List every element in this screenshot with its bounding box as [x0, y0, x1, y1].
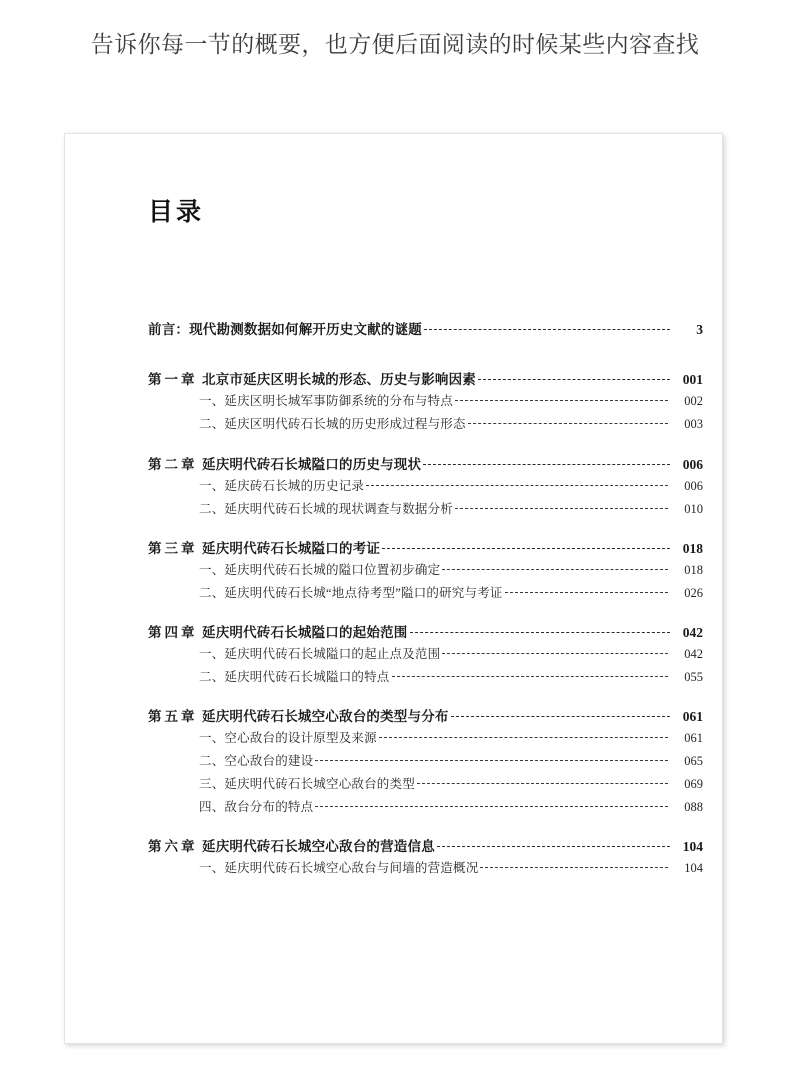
- preface-page-number: 3: [696, 322, 703, 337]
- dot-leader: [442, 569, 668, 570]
- chapter-number: 第六章: [148, 839, 198, 854]
- chapter-label: 延庆明代砖石长城隘口的考证: [202, 541, 381, 556]
- chapter-number: 第五章: [148, 709, 198, 724]
- toc-entry-chapter-1[interactable]: [65, 368, 723, 391]
- dot-leader: [366, 485, 668, 486]
- chapter-page-number: 006: [682, 457, 703, 472]
- chapter-label: 延庆明代砖石长城空心敌台的营造信息: [202, 839, 435, 854]
- toc-body: [65, 318, 723, 896]
- section-label: 二、延庆区明代砖石长城的历史形成过程与形态: [199, 417, 466, 431]
- section-page-number: 042: [684, 647, 703, 661]
- dot-leader: [423, 464, 670, 465]
- toc-entry-chapter-6[interactable]: [65, 835, 723, 858]
- chapter-page-number: 061: [682, 709, 703, 724]
- book-page-sheet: [64, 133, 723, 1044]
- section-label: 一、延庆明代砖石长城空心敌台与间墙的营造概况: [199, 861, 479, 875]
- chapter-page-number: 018: [682, 541, 703, 556]
- chapter-number: 第三章: [148, 541, 198, 556]
- toc-entry-section[interactable]: [65, 391, 723, 414]
- section-label: 一、延庆明代砖石长城隘口的起止点及范围: [199, 647, 441, 661]
- toc-entry-section[interactable]: [65, 858, 723, 881]
- section-page-number: 018: [684, 563, 703, 577]
- chapter-number: 第一章: [148, 372, 198, 387]
- section-label: 一、空心敌台的设计原型及来源: [199, 731, 377, 745]
- dot-leader: [455, 508, 668, 509]
- section-page-number: 055: [684, 670, 703, 684]
- dot-leader: [442, 653, 668, 654]
- section-page-number: 002: [684, 394, 703, 408]
- toc-entry-section[interactable]: [65, 644, 723, 667]
- section-label: 二、延庆明代砖石长城的现状调查与数据分析: [199, 502, 454, 516]
- toc-entry-preface[interactable]: [65, 318, 723, 342]
- toc-entry-chapter-2[interactable]: [65, 453, 723, 476]
- dot-leader: [315, 760, 668, 761]
- dot-leader: [478, 379, 670, 380]
- toc-entry-chapter-4[interactable]: [65, 621, 723, 644]
- toc-entry-section[interactable]: [65, 797, 723, 820]
- toc-entry-chapter-5[interactable]: [65, 705, 723, 728]
- dot-leader: [417, 783, 668, 784]
- section-page-number: 026: [684, 586, 703, 600]
- chapter-group-5: [65, 705, 723, 820]
- section-page-number: 088: [684, 800, 703, 814]
- dot-leader: [451, 716, 670, 717]
- section-label: 一、延庆砖石长城的历史记录: [199, 479, 365, 493]
- page-title: 目录: [148, 199, 205, 226]
- chapter-group-1: [65, 368, 723, 437]
- section-page-number: 104: [684, 861, 703, 875]
- section-page-number: 061: [684, 731, 703, 745]
- toc-entry-section[interactable]: [65, 667, 723, 690]
- chapter-number: 第四章: [148, 625, 198, 640]
- dot-leader: [379, 737, 668, 738]
- toc-entry-section[interactable]: [65, 560, 723, 583]
- chapter-group-4: [65, 621, 723, 690]
- toc-entry-section[interactable]: [65, 774, 723, 797]
- dot-leader: [382, 548, 670, 549]
- section-label: 二、延庆明代砖石长城隘口的特点: [199, 670, 390, 684]
- dot-leader: [480, 867, 668, 868]
- section-page-number: 069: [684, 777, 703, 791]
- dot-leader: [455, 400, 668, 401]
- toc-entry-section[interactable]: [65, 728, 723, 751]
- preface-label: 前言：现代勘测数据如何解开历史文献的谜题: [148, 322, 422, 337]
- section-label: 二、空心敌台的建设: [199, 754, 314, 768]
- chapter-label: 北京市延庆区明长城的形态、历史与影响因素: [202, 372, 476, 387]
- dot-leader: [392, 676, 668, 677]
- toc-entry-section[interactable]: [65, 414, 723, 437]
- dot-leader: [505, 592, 668, 593]
- top-caption-bar: [0, 0, 790, 100]
- section-label: 三、延庆明代砖石长城空心敌台的类型: [199, 777, 415, 791]
- chapter-label: 延庆明代砖石长城隘口的起始范围: [202, 625, 408, 640]
- chapter-page-number: 042: [682, 625, 703, 640]
- chapter-number: 第二章: [148, 457, 198, 472]
- preface-group: [65, 318, 723, 342]
- section-page-number: 065: [684, 754, 703, 768]
- section-page-number: 010: [684, 502, 703, 516]
- dot-leader: [437, 846, 670, 847]
- section-label: 四、敌台分布的特点: [199, 800, 314, 814]
- dot-leader: [468, 423, 668, 424]
- toc-entry-section[interactable]: [65, 499, 723, 522]
- top-caption-text: 告诉你每一节的概要，也方便后面阅读的时候某些内容查找: [90, 31, 700, 57]
- toc-entry-section[interactable]: [65, 751, 723, 774]
- chapter-page-number: 001: [682, 372, 703, 387]
- toc-entry-section[interactable]: [65, 583, 723, 606]
- section-label: 一、延庆区明长城军事防御系统的分布与特点: [199, 394, 454, 408]
- chapter-group-3: [65, 537, 723, 606]
- chapter-group-2: [65, 453, 723, 522]
- chapter-label: 延庆明代砖石长城空心敌台的类型与分布: [202, 709, 449, 724]
- toc-entry-section[interactable]: [65, 476, 723, 499]
- section-label: 一、延庆明代砖石长城的隘口位置初步确定: [199, 563, 441, 577]
- section-label: 二、延庆明代砖石长城“地点待考型”隘口的研究与考证: [199, 586, 503, 600]
- chapter-group-6: [65, 835, 723, 881]
- section-page-number: 003: [684, 417, 703, 431]
- dot-leader: [424, 329, 670, 330]
- chapter-label: 延庆明代砖石长城隘口的历史与现状: [202, 457, 422, 472]
- dot-leader: [315, 806, 668, 807]
- dot-leader: [410, 632, 671, 633]
- section-page-number: 006: [684, 479, 703, 493]
- toc-entry-chapter-3[interactable]: [65, 537, 723, 560]
- chapter-page-number: 104: [682, 839, 703, 854]
